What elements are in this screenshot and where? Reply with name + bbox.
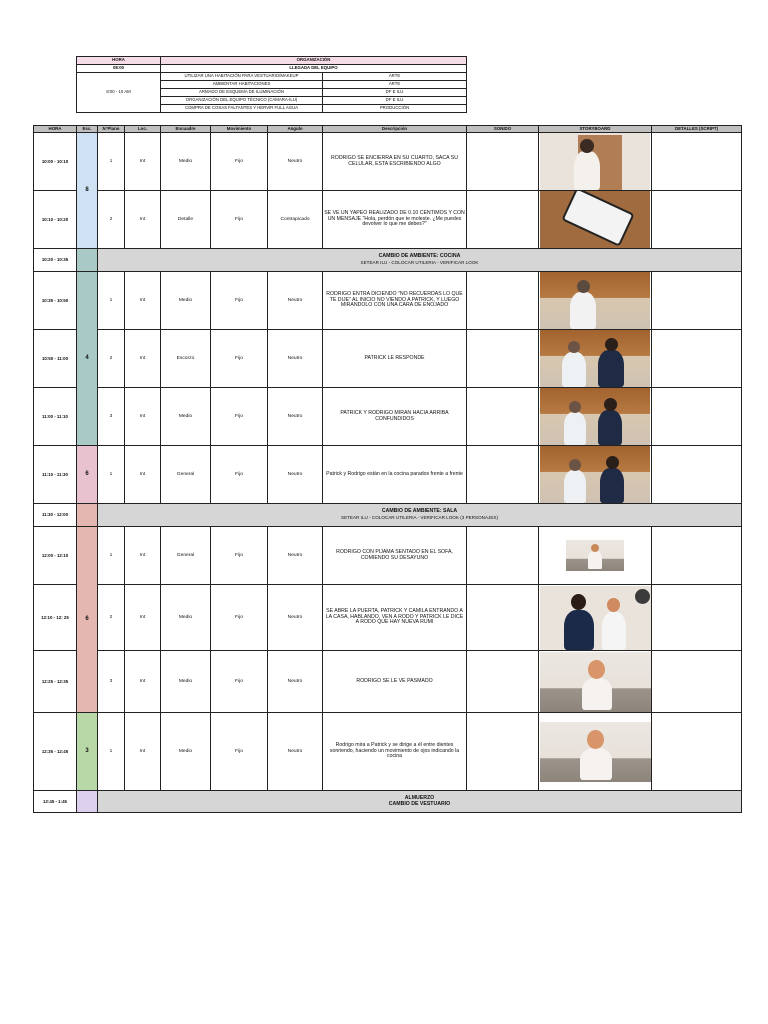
scene-number: 6 <box>77 446 98 504</box>
person-head-shape <box>571 594 586 610</box>
shot-sound <box>467 713 539 791</box>
shot-framing: Medio <box>161 272 211 330</box>
shot-details <box>652 527 742 585</box>
shot-sound <box>467 527 539 585</box>
shot-plano: 1 <box>98 713 125 791</box>
shot-framing: General <box>161 446 211 504</box>
person-head-shape <box>606 456 619 469</box>
table-row <box>34 388 742 446</box>
shot-time: 10:10 - 10:20 <box>34 191 77 249</box>
shot-details <box>652 651 742 713</box>
shot-location: Int <box>125 272 161 330</box>
shot-plano: 1 <box>98 527 125 585</box>
shot-plano: 3 <box>98 651 125 713</box>
change-subtitle: SETEAR ILU - COLOCAR UTILERIA - VERIFICAR LOOK (3 PERSONAJES) <box>341 515 498 521</box>
shot-time: 10:50 - 11:00 <box>34 330 77 388</box>
storyboard-image <box>540 272 650 329</box>
shot-time: 11:30 - 12:00 <box>34 504 77 527</box>
shot-details <box>652 713 742 791</box>
shot-movement: Fijo <box>211 585 268 651</box>
shot-movement: Fijo <box>211 527 268 585</box>
change-band <box>98 249 742 272</box>
shot-sound <box>467 191 539 249</box>
shot-description: SE ABRE LA PUERTA, PATRICK Y CAMILA ENTRANDO A LA CASA, HABLANDO, VEN A RODO Y PATRICK LE DICE A RODO QUE HAY NUEVA RUMI <box>323 585 467 651</box>
shot-movement: Fijo <box>211 133 268 191</box>
storyboard-cell <box>539 388 652 446</box>
shot-framing: Medio <box>161 133 211 191</box>
storyboard-cell <box>539 272 652 330</box>
scene-color-cell <box>77 791 98 813</box>
shot-movement: Fijo <box>211 330 268 388</box>
change-band <box>98 791 742 813</box>
storyboard-image <box>540 586 652 650</box>
shot-description: PATRICK Y RODRIGO MIRAN HACIA ARRIBA CONFUNDIDOS <box>323 388 467 446</box>
shot-angle: Contrapicado <box>268 191 323 249</box>
shot-angle: Neutro <box>268 446 323 504</box>
shot-time: 12:10 - 12: 25 <box>34 585 77 651</box>
shot-description: RODRIGO SE ENCIERRA EN SU CUARTO, SACA SU CELULAR, ESTA ESCRIBIENDO ALGO <box>323 133 467 191</box>
shot-description: PATRICK LE RESPONDE <box>323 330 467 388</box>
person-shape <box>570 292 596 329</box>
shot-location: Int <box>125 191 161 249</box>
shot-framing: Medio <box>161 713 211 791</box>
storyboard-cell <box>539 585 652 651</box>
shot-details <box>652 330 742 388</box>
scene-color-cell <box>77 249 98 272</box>
person-shape <box>588 551 602 569</box>
table-row <box>34 651 742 713</box>
shot-location: Int <box>125 713 161 791</box>
org-arrival-time: 08:00 <box>77 65 161 73</box>
table-row <box>34 272 742 330</box>
org-dept: PRODUCCIÓN <box>323 105 467 113</box>
change-title: CAMBIO DE AMBIENTE: SALA <box>381 508 458 515</box>
shot-plano: 2 <box>98 585 125 651</box>
person-shape <box>580 748 612 780</box>
person-shape <box>602 612 626 650</box>
person-shape <box>574 151 600 190</box>
shot-description: Rodrigo mira a Patrick y se dirige a él entre dientes sonriendo, haciendo un movimiento de ojos indicando la cocina <box>323 713 467 791</box>
table-row <box>34 133 742 191</box>
shot-sound <box>467 133 539 191</box>
person-shape <box>600 468 624 503</box>
storyboard-cell <box>539 133 652 191</box>
change-title: ALMUERZO <box>404 794 435 801</box>
shot-description: Patrick y Rodrigo están en la cocina parados frente a frente <box>323 446 467 504</box>
person-shape <box>564 610 594 650</box>
person-shape <box>562 352 586 387</box>
shot-sound <box>467 272 539 330</box>
storyboard-cell <box>539 651 652 713</box>
shooting-schedule-table <box>33 125 742 813</box>
shot-description: SE VE UN YAPEO REALIZADO DE 0.10 CENTIMOS Y CON UN MENSAJE "Hola, perdón que te moleste. ¿Me puedes devolver lo que me debes?" <box>323 191 467 249</box>
shot-angle: Neutro <box>268 330 323 388</box>
storyboard-image <box>540 388 650 445</box>
col-header-movimiento: Movimiento <box>211 126 268 133</box>
shot-movement: Fijo <box>211 446 268 504</box>
scene-number: 8 <box>77 133 98 249</box>
shot-framing: Medio <box>161 585 211 651</box>
phone-shape <box>561 191 634 247</box>
shot-time: 11:10 - 11:30 <box>34 446 77 504</box>
shot-location: Int <box>125 651 161 713</box>
org-task: ORGANIZACIÓN DEL EQUIPO TÉCNICO (CÁMARA-ILU) <box>161 97 323 105</box>
shot-location: Int <box>125 330 161 388</box>
shot-plano: 1 <box>98 133 125 191</box>
shot-framing: Medio <box>161 388 211 446</box>
shot-angle: Neutro <box>268 133 323 191</box>
org-dept: ARTE <box>323 73 467 81</box>
table-row <box>34 713 742 791</box>
scene-color-cell <box>77 504 98 527</box>
storyboard-image <box>540 191 650 248</box>
org-task: ARMADO DE ESQUEMA DE ILUMINACIÓN <box>161 89 323 97</box>
shot-sound <box>467 651 539 713</box>
shot-framing: Detalle <box>161 191 211 249</box>
scene-number: 6 <box>77 527 98 713</box>
table-row <box>34 527 742 585</box>
storyboard-cell <box>539 527 652 585</box>
col-header-detalles: DETALLES (SCRIPT) <box>652 126 742 133</box>
shot-description: RODRIGO SE LE VE PASMADO <box>323 651 467 713</box>
shot-details <box>652 133 742 191</box>
shot-time: 10:20 - 10:35 <box>34 249 77 272</box>
shot-description: RODRIGO ENTRA DICIENDO "NO RECUERDAS LO QUE TE DIJE" AL INICIO NO VIENDO A PATRICK, Y LUEGO MIRANDOLO CON UNA CARA DE ENOJADO <box>323 272 467 330</box>
storyboard-image <box>540 446 650 503</box>
person-shape <box>564 470 586 503</box>
person-head-shape <box>588 660 605 679</box>
person-head-shape <box>580 139 594 153</box>
org-arrival-text: LLEGADA DEL EQUIPO <box>161 65 467 73</box>
table-row <box>34 585 742 651</box>
storyboard-image <box>566 540 624 571</box>
col-header-storyboard: STORYBOARD <box>539 126 652 133</box>
organization-table <box>76 56 467 113</box>
table-row <box>34 330 742 388</box>
shot-details <box>652 585 742 651</box>
person-head-shape <box>605 338 618 351</box>
table-row <box>34 191 742 249</box>
col-header-hora: HORA <box>34 126 77 133</box>
shot-movement: Fijo <box>211 388 268 446</box>
change-title: CAMBIO DE AMBIENTE: COCINA <box>378 253 461 260</box>
org-task: UTILIZAR UNA HABITACIÓN PARA VESTUARIO/MAKEUP <box>161 73 323 81</box>
person-shape <box>564 412 586 445</box>
col-header-esc: Esc. <box>77 126 98 133</box>
shot-movement: Fijo <box>211 713 268 791</box>
col-header-plano: N°Plano <box>98 126 125 133</box>
shot-time: 12:25 - 12:35 <box>34 651 77 713</box>
shot-movement: Fijo <box>211 651 268 713</box>
shot-location: Int <box>125 446 161 504</box>
storyboard-image <box>540 652 652 712</box>
shot-sound <box>467 388 539 446</box>
table-row <box>34 504 742 527</box>
person-head-shape <box>577 280 590 293</box>
shot-description: RODRIGO CON PIJAMA SENTADO EN EL SOFA, COMIENDO SU DESAYUNO <box>323 527 467 585</box>
storyboard-image <box>540 722 652 782</box>
col-header-angulo: Angulo <box>268 126 323 133</box>
person-shape <box>598 410 622 445</box>
scene-number: 3 <box>77 713 98 791</box>
shot-time: 12:45 - 1:45 <box>34 791 77 813</box>
shot-time: 10:35 - 10:50 <box>34 272 77 330</box>
shot-plano: 2 <box>98 191 125 249</box>
org-block-time: 8:00 - 10 AM <box>77 73 161 113</box>
shot-angle: Neutro <box>268 585 323 651</box>
shot-movement: Fijo <box>211 272 268 330</box>
person-head-shape <box>607 598 620 612</box>
storyboard-cell <box>539 191 652 249</box>
shot-location: Int <box>125 527 161 585</box>
shot-plano: 3 <box>98 388 125 446</box>
shot-details <box>652 446 742 504</box>
col-header-loc: Loc. <box>125 126 161 133</box>
person-head-shape <box>587 730 604 749</box>
shot-time: 12:00 - 12:10 <box>34 527 77 585</box>
person-shape <box>598 350 624 387</box>
shot-details <box>652 191 742 249</box>
shot-angle: Neutro <box>268 651 323 713</box>
shot-angle: Neutro <box>268 527 323 585</box>
shot-angle: Neutro <box>268 272 323 330</box>
shot-sound <box>467 330 539 388</box>
storyboard-image <box>540 133 650 190</box>
org-task: COMPRA DE COSAS FALTANTES Y HERVIR FULL AGUA <box>161 105 323 113</box>
change-band <box>98 504 742 527</box>
shot-location: Int <box>125 133 161 191</box>
org-dept: ARTE <box>323 81 467 89</box>
person-shape <box>582 678 612 710</box>
table-row <box>34 791 742 813</box>
shot-sound <box>467 585 539 651</box>
col-header-sonido: SONIDO <box>467 126 539 133</box>
change-subtitle: SETEAR ILU - COLOCAR UTILERIA - VERIFICAR LOOK <box>360 260 479 266</box>
person-head-shape <box>569 459 581 471</box>
shot-angle: Neutro <box>268 713 323 791</box>
shot-angle: Neutro <box>268 388 323 446</box>
scene-number: 4 <box>77 272 98 446</box>
wall-sign-shape <box>635 589 650 604</box>
org-header-hora: HORA <box>77 57 161 65</box>
shot-details <box>652 388 742 446</box>
col-header-descripcion: Descripción <box>323 126 467 133</box>
person-head-shape <box>569 401 581 413</box>
shot-time: 10:00 - 10:10 <box>34 133 77 191</box>
storyboard-cell <box>539 713 652 791</box>
shot-plano: 1 <box>98 272 125 330</box>
shot-location: Int <box>125 585 161 651</box>
storyboard-cell <box>539 446 652 504</box>
shot-plano: 1 <box>98 446 125 504</box>
person-head-shape <box>568 341 580 353</box>
shot-details <box>652 272 742 330</box>
storyboard-image <box>540 330 650 387</box>
org-header-organizacion: ORGANIZACIÓN <box>161 57 467 65</box>
org-task: AMBIENTAR HABITACIONES <box>161 81 323 89</box>
shot-framing: Escorzo <box>161 330 211 388</box>
shot-time: 12:35 - 12:45 <box>34 713 77 791</box>
shot-framing: General <box>161 527 211 585</box>
change-subtitle: CAMBIO DE VESTUARIO <box>388 800 451 807</box>
table-row <box>34 249 742 272</box>
person-head-shape <box>604 398 617 411</box>
org-dept: DF E ILU <box>323 97 467 105</box>
person-head-shape <box>591 544 599 552</box>
shot-time: 11:00 - 11:10 <box>34 388 77 446</box>
col-header-encuadre: Encuadre <box>161 126 211 133</box>
shot-plano: 2 <box>98 330 125 388</box>
shot-movement: Fijo <box>211 191 268 249</box>
org-dept: DF E ILU <box>323 89 467 97</box>
shot-sound <box>467 446 539 504</box>
table-row <box>34 446 742 504</box>
storyboard-cell <box>539 330 652 388</box>
shot-location: Int <box>125 388 161 446</box>
shot-framing: Medio <box>161 651 211 713</box>
